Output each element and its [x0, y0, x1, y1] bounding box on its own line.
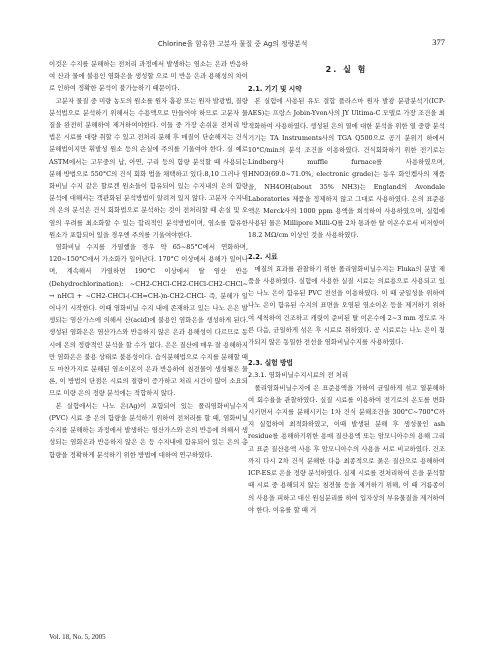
samples-paragraph: 매질의 효과를 관찰하기 위한 폴리염화비닐수지는 Fluka의 분말 제품을 사용하였다. 실험에 사용한 실질 시료는 의료용으로 사용되고 있는 나노 은이 함유된 PVC 전선을 이용하였다. 이 때 균일성을 위하여 나노 은이 함유된 수지의 표면을 오염된 염소이온 등을 제거하기 위하여 세척하여 건조하고 캐릿이 준비된 탈 이온수에 2~3 mm 정도로 자른 다음, 균일하게 섞은 후 시료로 취하였다. 공 시료로는 나노 은이 첨가되지 않은 동일한 전선을 염화비닐수지를 사용하였다.	[248, 264, 445, 347]
running-header	[0, 38, 480, 50]
left-paragraph-1: 이것은 수지를 분해하는 전처리 과정에서 발생하는 염소는 은과 반응하여 산과 물에 불용인 염화은을 생성할 으로 미 반응 은과 용해성의 차이로 인하여 정확한 분석이 불가능하기 때문이다.	[49, 60, 248, 93]
running-title: Chlorine을 함유한 고분자 물질 중 Ag의 정량분석	[158, 40, 308, 48]
subsection-title-instruments: 2.1. 기기 및 시약	[248, 85, 302, 93]
instruments-paragraph: 본 실험에 사용된 유도 결합 플라스마 원자 발광 분광분석기(ICP-AES)는 프랑스 Jobin-Yvon사의 JY Ultima-C 모델로 가장 조건을 최적화하여 사용하였다. 생성된 은의 열에 대한 분석을 위한 열 중량 분석기기는 TA Instruments사의 TGA Q500으로 공기 분위기 하에서 10°C/min의 분석 조건을 이용하였다. 건식회화하기 위한 전기로는 Lindberg사 muffle furnace를 사용하였으며, HNO3(69.0~71.0%, electronic grade)는 동우 화인켐사의 제품을, NH4OH(about 35% NH3)는 England의 Avondale Laboratories 제품을 정제하지 않고 그대로 사용하였다. 은의 표준용액은 Merck사의 1000 ppm 용액을 희석하여 사용하였으며, 실험에 사용된 물은 Millipore Milli-Q를 2차 통과한 탈 이온수로서 비저항이 18.2 MΩ/cm 이상인 것을 사용하였다.	[248, 97, 445, 240]
subsection-title-method: 2.3. 실험 방법	[248, 359, 293, 368]
right-column	[248, 58, 445, 516]
left-column	[49, 58, 248, 461]
subsection-title-samples: 2.2. 시료	[248, 252, 278, 261]
page-number: 377	[432, 37, 445, 47]
pretreatment-paragraph: 폴리염화비닐수지에 은 표준용액을 가하여 균일하게 섞고 열분해하여 회수율을 관찰하였다. 실질 시료를 이용하여 전기로의 온도를 변화시키면서 수지를 분해시키는 1차 건식 분해조건을 300°C~700°C까지 실험하여 최적화하였고, 이때 발생된 분해 후 생성물인 ash residue를 용해하기위한 용매 질산용액 또는 암모니아수의 용해 그리고 표준 질산용액 사용 후 암모니아수의 사용을 서로 비교하였다. 건조까지 다시 2차 건식 분해한 다음 최종적으로 묽은 질산으로 용해하여 ICP-ES로 은을 정량 분석하였다. 실제 시료를 전처리하여 은을 분석할 때 시료 중 용해되지 않는 침전물 등을 제거하기 위해, 이 때 거름종이의 사용을 피하고 대신 원심분리를 하여 입자상의 부유물질을 제거하여야 한다. 이유를 할 때 거	[248, 383, 445, 514]
left-paragraph-2: 고분자 물질 중 미량 농도의 원소를 원자 흡광 또는 원자 발광법, 질량분석법으로 분석하기 위해서는 수용액으로 만들어야 하므로 고분자 물질을 완전히 분해하여 제거하여야한다. 이들 중 가장 손쉬운 전처리 방법은 시료를 대량 취할 수 있고 전처리 분해 후 매질이 단순해지는 건식분해법이지만 휘발성 원소 등의 손실에 주의를 기울여야 한다. 실 예로 ASTM에서는 고무중의 납, 아연, 구리 등의 함량 분석할 때 사용되는 분해 방법으로 550°C의 건식 회화 법을 채택하고 있다.8,10 그러나 염화비닐 수지 같은 할로겐 원소들이 함유되어 있는 수지내의 은의 함량 분석에 대해서는 객관화된 분석방법이 알려져 있지 않다. 고분자 수지내의 은의 분석은 건식 회화법으로 분석하는 것이 전처리할 때 손실 및 오염의 우려를 최소화할 수 있는 합리적인 분석방법이며, 염소를 함유한 원소가 포함되어 있을 경우엔 주의를 기울여야한다.	[49, 96, 248, 239]
subsubsection-title-pretreatment: 2.3.1. 염화비닐수지시료의 전 처리	[248, 371, 349, 380]
left-paragraph-3: 염화비닐 수지를 가열했을 경우 약 65~85°C에서 연화하며, 120~150°C에서 가소화가 일어난다. 170°C 이상에서 용해가 일어나며, 계속해서 가열하면 190°C 이상에서 탈 염산 반응(Dehydrochlorination): ~CH2-CHCl-CH2-CHCl-CH2-CHCl~ → nHCl + ~CH2-CHCl-(-CH=CH-)n-CH2-CHCl- 즉, 분해가 일어나기 시작한다. 이때 염화비닐 수지 내에 존재하고 있는 나노 은은 발생되는 염산가스에 의해서 산(acid)에 불용인 염화은을 생성하게 된다. 생성된 염화은은 염산가스와 반응하지 않은 은과 용해성이 다르므로 동시에 은의 정량적인 분석을 할 수가 없다. 은은 질산에 매우 잘 용해하지만 염화은은 불용 상태로 불용성이다. 습식분해법으로 수지를 분해할 때도 마찬가지로 분해된 염소이온이 은과 반응하여 침전물이 생성될은 물론, 이 방법의 단점은 시료의 절량이 증가하고 처리 시간이 많이 소요되므로 미량 은의 정량 분석에는 적합하지 않다.	[49, 243, 248, 398]
left-paragraph-4: 본 실험에서는 나노 은(Ag)이 포함되어 있는 폴리염화비닐수지(PVC) 시료 중 은의 함량을 분석하기 위하여 전처리를 할 때, 염화비닐수지를 분해하는 과정에서 발생하는 염산가스와 은의 반응에 의해서 생성되는 염화은과 반응하지 않은 은 등 수지내에 함유되어 있는 은의 총 함량을 정확하게 분석하기 위한 방법에 대하여 연구하였다.	[49, 401, 248, 459]
section-title-experiment: 2. 실 험	[325, 65, 368, 74]
journal-volume-info: Vol. 18, No. 5, 2005	[49, 633, 106, 641]
